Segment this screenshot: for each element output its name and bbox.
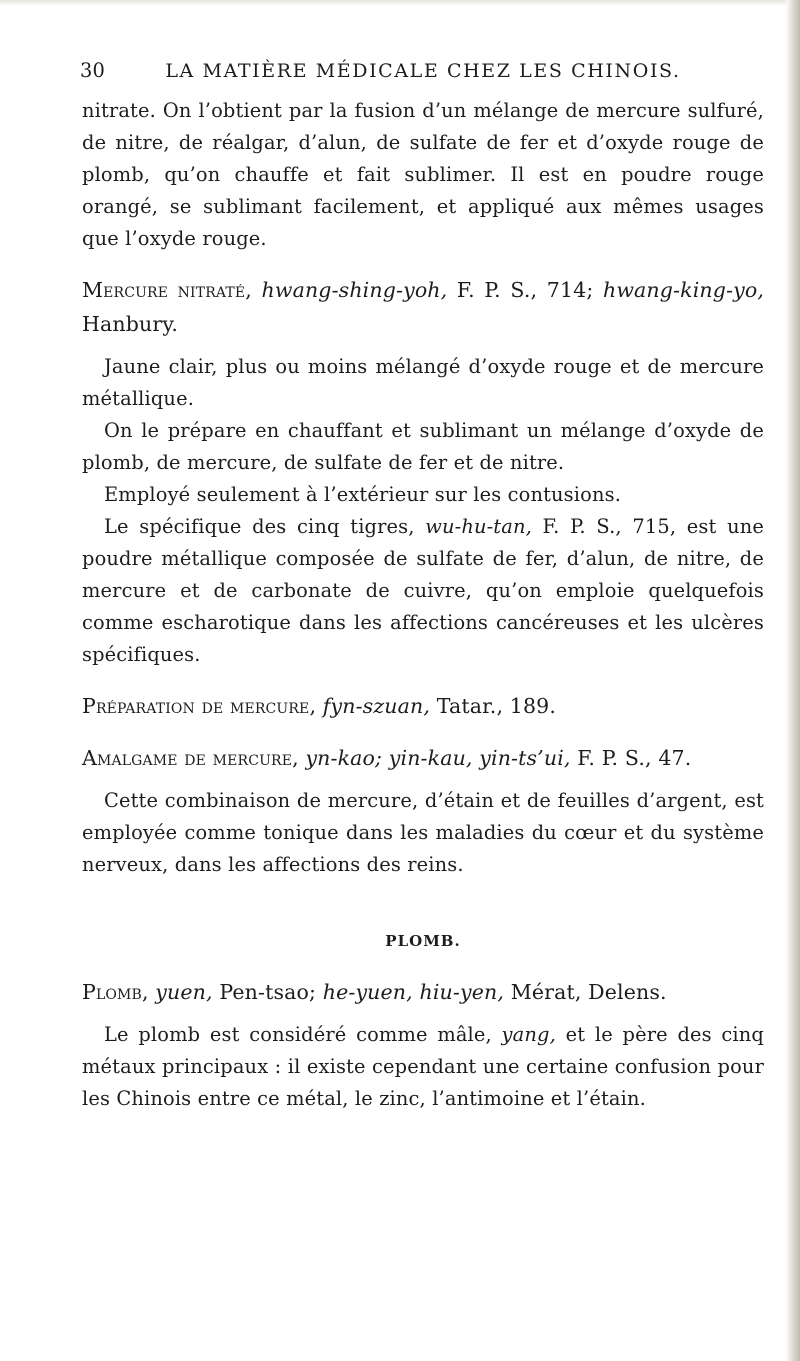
chinese-name: hwang-king-yo, [603,278,764,302]
paragraph-nitrate: nitrate. On l’obtient par la fusion d’un mélange de mercure sulfuré, de nitre, de réalgar, d’alun, de sulfate de fer et d’oxyde rouge de plomb, qu’on chauffe et fait sublimer. Il est en poudre rouge orangé, se sublimant facilement, et appliqué aux mêmes usages que l’oxyde rouge. [82,99,764,250]
chinese-name: yn-kao; yin-kau, yin-ts’ui, [305,746,571,770]
reference: F. P. S., 47. [570,746,692,770]
paragraph-combinaison: Cette combinaison de mercure, d’étain et de feuilles d’argent, est employée comme tonique dans les maladies du cœur et du système nerveux, dans les affections des reins. [82,789,764,876]
chinese-name: hwang-shing-yoh, [261,278,448,302]
entry-head: Préparation de mercure [82,694,310,718]
paragraph-cinq-tigres: Le spécifique des cinq tigres, wu-hu-tan, F. P. S., 715, est une poudre métallique composée de sulfate de fer, d’alun, de nitre, de mercure et de carbonate de cuivre, qu’on emploie quelquefois comme escharotique dans les affections cancéreuses et les ulcères spécifiques. [82,515,764,666]
entry-head: Amalgame de mercure [82,746,293,770]
entry-mercure-nitrate: Mercure nitraté, hwang-shing-yoh, F. P. S., 714; hwang-king-yo, Hanbury. [82,278,764,336]
reference: Pen-tsao; [212,980,323,1004]
paragraph-description: Jaune clair, plus ou moins mélangé d’oxyde rouge et de mercure métallique. [82,355,764,410]
chinese-name: yuen, [155,980,213,1004]
reference: Tatar., 189. [430,694,557,718]
chinese-name: yang, [501,1023,556,1046]
page-right-edge-shadow [786,0,800,1361]
entry-plomb: Plomb, yuen, Pen-tsao; he-yuen, hiu-yen, Mérat, Delens. [82,980,667,1004]
entry-head: Mercure nitraté [82,278,246,302]
reference: Mérat, Delens. [504,980,667,1004]
entry-head: Plomb [82,980,142,1004]
section-title-plomb: PLOMB. [385,932,461,950]
page-top-edge [0,0,800,6]
paragraph-preparation: On le prépare en chauffant et sublimant un mélange d’oxyde de plomb, de mercure, de sulfate de fer et de nitre. [82,419,764,474]
paragraph-usage: Employé seulement à l’extérieur sur les contusions. [104,483,622,506]
reference: F. P. S., 714; [447,278,603,302]
running-title: LA MATIÈRE MÉDICALE CHEZ LES CHINOIS. [165,60,681,82]
chinese-name: he-yuen, hiu-yen, [322,980,505,1004]
chinese-name: fyn-szuan, [322,694,431,718]
reference: Hanbury. [82,312,179,336]
entry-amalgame-mercure: Amalgame de mercure, yn-kao; yin-kau, yin-ts’ui, F. P. S., 47. [82,746,692,770]
page-header [82,55,764,87]
entry-preparation-mercure: Préparation de mercure, fyn-szuan, Tatar., 189. [82,694,557,718]
page-number: 30 [80,59,105,82]
book-page [82,55,764,1115]
paragraph-plomb: Le plomb est considéré comme mâle, yang, et le père des cinq métaux principaux : il existe cependant une certaine confusion pour les Chinois entre ce métal, le zinc, l’antimoine et l’étain. [82,1023,764,1110]
chinese-name: wu-hu-tan, [425,515,532,538]
